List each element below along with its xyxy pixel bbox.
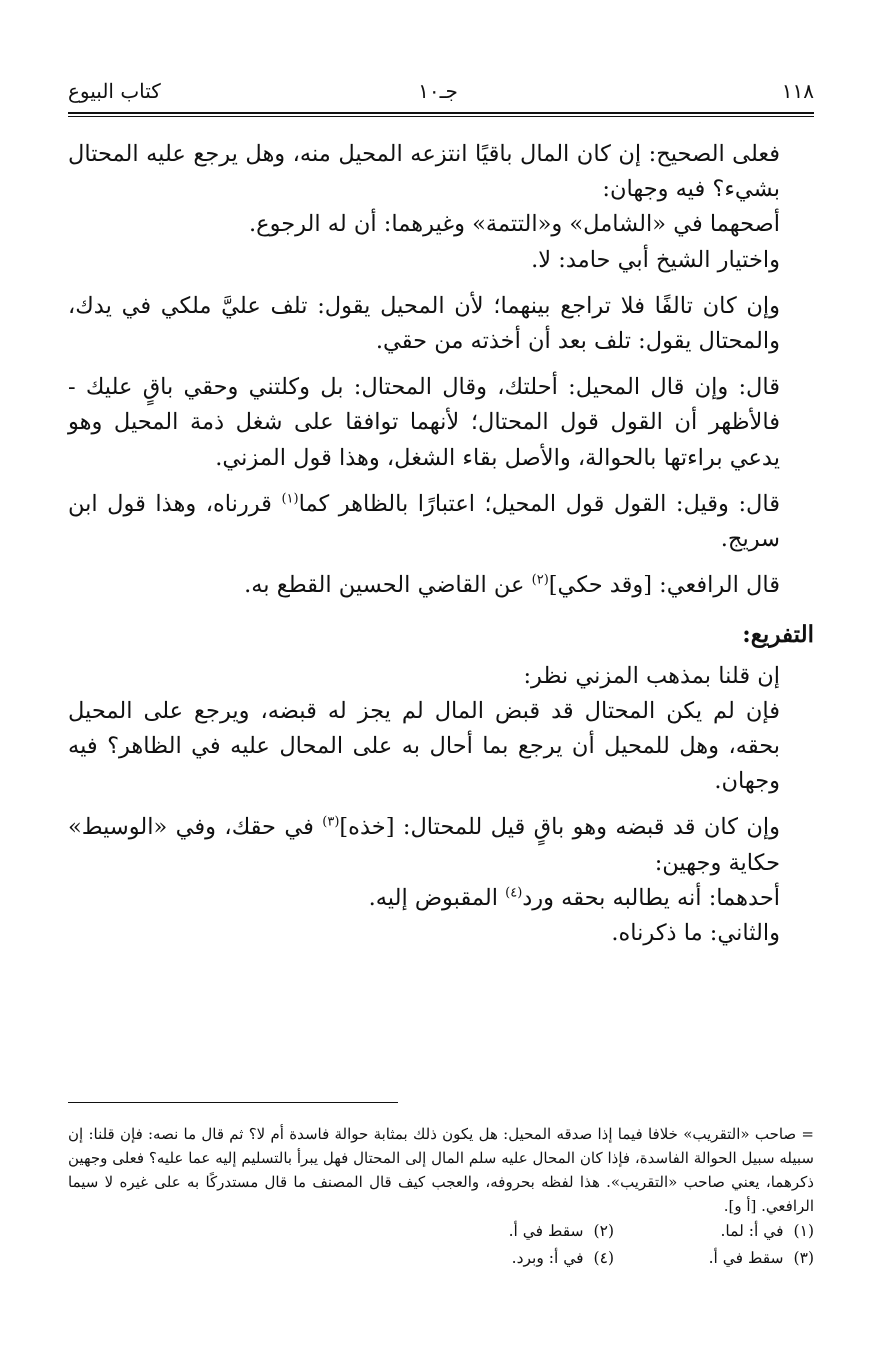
footnote-row <box>68 1218 814 1245</box>
footnote-ref: (٣) <box>322 814 340 830</box>
paragraph <box>68 487 814 557</box>
paragraph: وإن كان تالفًا فلا تراجع بينهما؛ لأن المحيل يقول: تلف عليَّ ملكي في يدك، والمحتال يقول: تلف بعد أن أخذته من حقي. <box>68 292 780 355</box>
paragraph-text: أحدهما: أنه يطالبه بحقه ورد <box>522 884 780 911</box>
footnote-number: (٤) <box>593 1249 614 1267</box>
footnote <box>614 1218 814 1245</box>
footnote <box>614 1245 814 1272</box>
paragraph: أصحهما في «الشامل» و«التتمة» وغيرهما: أن له الرجوع. <box>249 211 780 238</box>
book-title: كتاب البيوع <box>68 79 161 103</box>
section-heading: التفريع: <box>742 621 814 649</box>
paragraph-text: في حقك، وفي «الوسيط» حكاية وجهين: <box>68 814 780 876</box>
footnote-text: سقط في أ. <box>508 1222 584 1240</box>
paragraph: قال: وإن قال المحيل: أحلتك، وقال المحتال: بل وكلتني وحقي باقٍ عليك - فالأظهر أن القول قول المحتال؛ لأنهما توافقا على شغل ذمة المحيل وهو يدعي براءتها بالحوالة، والأصل بقاء الشغل، وهذا قول المزني. <box>68 374 780 471</box>
header-rule-thick <box>68 112 814 114</box>
page-number: ١١٨ <box>781 79 814 103</box>
header-rule-thin <box>68 116 814 117</box>
footnote-number: (٢) <box>593 1222 614 1240</box>
paragraph-text: قال: وقيل: القول قول المحيل؛ اعتبارًا بالظاهر كما <box>298 490 780 517</box>
paragraph-text: قررناه، وهذا قول ابن سريج. <box>68 490 780 553</box>
paragraph: إن قلنا بمذهب المزني نظر: <box>523 662 780 689</box>
paragraph-text: وإن كان قد قبضه وهو باقٍ قيل للمحتال: [خذه] <box>339 814 780 841</box>
footnote-number: (١) <box>793 1222 814 1240</box>
paragraph: والثاني: ما ذكرناه. <box>611 920 780 947</box>
footnotes <box>68 1122 814 1272</box>
footnote-text: في أ: لما. <box>720 1222 784 1240</box>
paragraph: واختيار الشيخ أبي حامد: لا. <box>531 246 780 273</box>
paragraph: فإن لم يكن المحتال قد قبض المال لم يجز له قبضه، ويرجع على المحيل بحقه، وهل للمحيل أن يرجع بما أحال به على المحال عليه في الظاهر؟ فيه وجهان. <box>68 697 780 795</box>
footnote-ref: (٤) <box>505 885 523 901</box>
paragraph: فعلى الصحيح: إن كان المال باقيًا انتزعه المحيل منه، وهل يرجع عليه المحتال بشيء؟ فيه وجهان: <box>68 141 780 203</box>
paragraph <box>68 881 814 916</box>
page <box>68 76 814 1267</box>
running-header <box>68 76 814 108</box>
footnote-ref: (١) <box>281 491 299 507</box>
paragraph-text: المقبوض إليه. <box>368 884 506 911</box>
footnote-text: سقط في أ. <box>708 1249 784 1267</box>
footnote-ref: (٢) <box>531 572 549 588</box>
footnote-number: (٣) <box>793 1249 814 1267</box>
paragraph <box>68 568 814 603</box>
footnote-text: في أ: وبرد. <box>511 1249 584 1267</box>
footnote <box>414 1218 614 1245</box>
paragraph <box>68 810 814 880</box>
footnote-continuation: = صاحب «التقريب» خلافا فيما إذا صدقه المحيل: هل يكون ذلك بمثابة حوالة فاسدة أم لا؟ ثم قال ما نصه: فإن قلنا: إن سبيله سبيل الحوالة الفاسدة، فإذا كان المحال عليه سلم المال إلى المحتال فهل يبرأ بالتسليم إليه عما عليه؟ فعلى وجهين ذكرهما، يعني صاحب «التقريب». هذا لفظه بحروفه، والعجب كيف قال المصنف ما قال مستدركًا به على غيره لا سيما الرافعي. [أ و]. <box>68 1125 814 1215</box>
paragraph-text: عن القاضي الحسين القطع به. <box>244 572 532 599</box>
footnote-row <box>68 1245 814 1272</box>
paragraph-text: قال الرافعي: [وقد حكي] <box>548 572 780 599</box>
volume-label: جـ١٠ <box>418 79 458 103</box>
footnote-separator <box>68 1102 398 1103</box>
footnote <box>414 1245 614 1272</box>
main-text <box>68 137 814 951</box>
